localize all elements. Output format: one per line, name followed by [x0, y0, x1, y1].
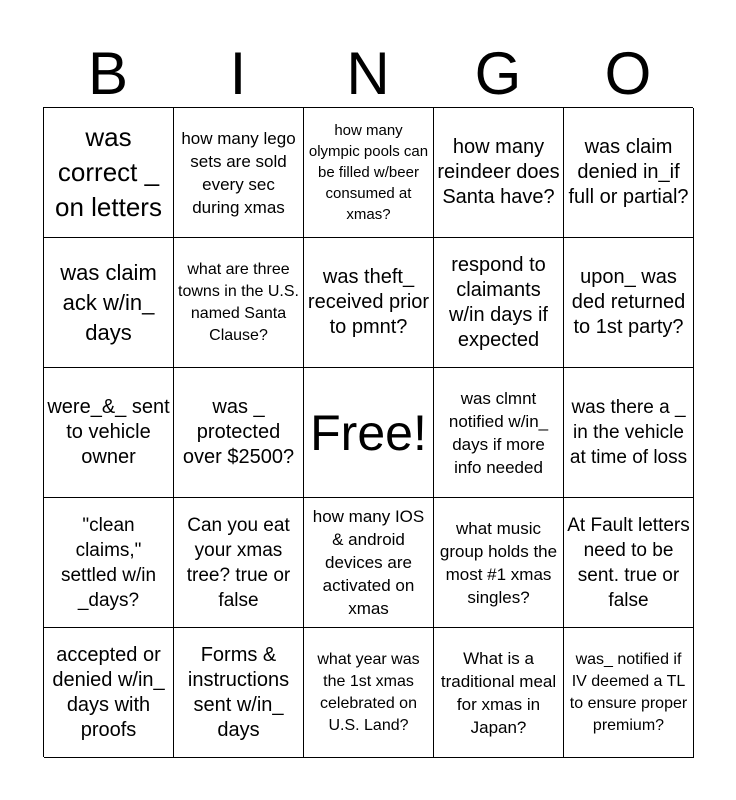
bingo-cell-r2c3[interactable]	[304, 238, 434, 368]
cell-text: was theft_ received prior to pmnt?	[307, 266, 430, 338]
header-letter-b: B	[87, 40, 129, 107]
cell-text: upon_ was ded returned to 1st party?	[571, 266, 686, 338]
bingo-cell-r1c4[interactable]	[434, 108, 564, 238]
cell-text: how many lego sets are sold every sec during xmas	[181, 128, 296, 217]
free-space-text: Free!	[310, 404, 427, 461]
bingo-cell-r2c2[interactable]	[174, 238, 304, 368]
cell-text: was claim denied in_if full or partial?	[568, 136, 689, 208]
bingo-cell-r5c1[interactable]	[44, 628, 174, 758]
cell-text: was correct _ on letters	[55, 122, 162, 222]
bingo-cell-r3c5[interactable]	[564, 368, 694, 498]
cell-text: was_ notified if IV deemed a TL to ensure proper premium?	[569, 650, 688, 734]
cell-text: what music group holds the most #1 xmas singles?	[439, 518, 558, 607]
cell-text: what year was the 1st xmas celebrated on U.S. Land?	[317, 650, 420, 734]
header-letter-i: I	[229, 40, 247, 107]
bingo-cell-r3c2[interactable]	[174, 368, 304, 498]
header-letter-n: N	[346, 40, 390, 107]
cell-text: was there a _ in the vehicle at time of loss	[569, 397, 688, 468]
bingo-cell-r4c4[interactable]	[434, 498, 564, 628]
bingo-grid	[43, 107, 693, 757]
bingo-cell-r5c5[interactable]	[564, 628, 694, 758]
cell-text: Forms & instructions sent w/in_ days	[187, 643, 290, 741]
bingo-cell-r5c2[interactable]	[174, 628, 304, 758]
header-letter-o: O	[604, 40, 652, 107]
cell-text: accepted or denied w/in_ days with proofs	[52, 643, 165, 741]
cell-text: Can you eat your xmas tree? true or false	[186, 514, 291, 611]
cell-text: respond to claimants w/in days if expected	[449, 253, 548, 351]
cell-text: what are three towns in the U.S. named Santa Clause?	[178, 260, 299, 344]
free-space[interactable]	[304, 368, 434, 498]
bingo-cell-r4c3[interactable]	[304, 498, 434, 628]
cell-text: was claim ack w/in_ days	[60, 259, 157, 345]
header-letter-g: G	[474, 40, 522, 107]
bingo-cell-r1c1[interactable]	[44, 108, 174, 238]
bingo-cell-r2c1[interactable]	[44, 238, 174, 368]
bingo-cell-r4c5[interactable]	[564, 498, 694, 628]
bingo-cell-r5c4[interactable]	[434, 628, 564, 758]
cell-text: What is a traditional meal for xmas in Japan?	[440, 648, 557, 737]
cell-text: were_&_ sent to vehicle owner	[47, 396, 170, 468]
bingo-cell-r1c3[interactable]	[304, 108, 434, 238]
bingo-cell-r4c2[interactable]	[174, 498, 304, 628]
cell-text: At Fault letters need to be sent. true or false	[567, 514, 690, 611]
bingo-cell-r3c1[interactable]	[44, 368, 174, 498]
bingo-cell-r2c5[interactable]	[564, 238, 694, 368]
bingo-cell-r3c4[interactable]	[434, 368, 564, 498]
bingo-cell-r1c2[interactable]	[174, 108, 304, 238]
bingo-cell-r5c3[interactable]	[304, 628, 434, 758]
bingo-cell-r2c4[interactable]	[434, 238, 564, 368]
cell-text: was _ protected over $2500?	[182, 396, 295, 468]
cell-text: how many IOS & android devices are activated on xmas	[312, 507, 425, 618]
bingo-header	[43, 40, 693, 108]
bingo-cell-r4c1[interactable]	[44, 498, 174, 628]
cell-text: how many reindeer does Santa have?	[437, 136, 560, 208]
cell-text: was clmnt notified w/in_ days if more info needed	[448, 388, 549, 477]
cell-text: "clean claims," settled w/in _days?	[60, 514, 157, 611]
bingo-cell-r1c5[interactable]	[564, 108, 694, 238]
cell-text: how many olympic pools can be filled w/beer consumed at xmas?	[308, 122, 429, 223]
